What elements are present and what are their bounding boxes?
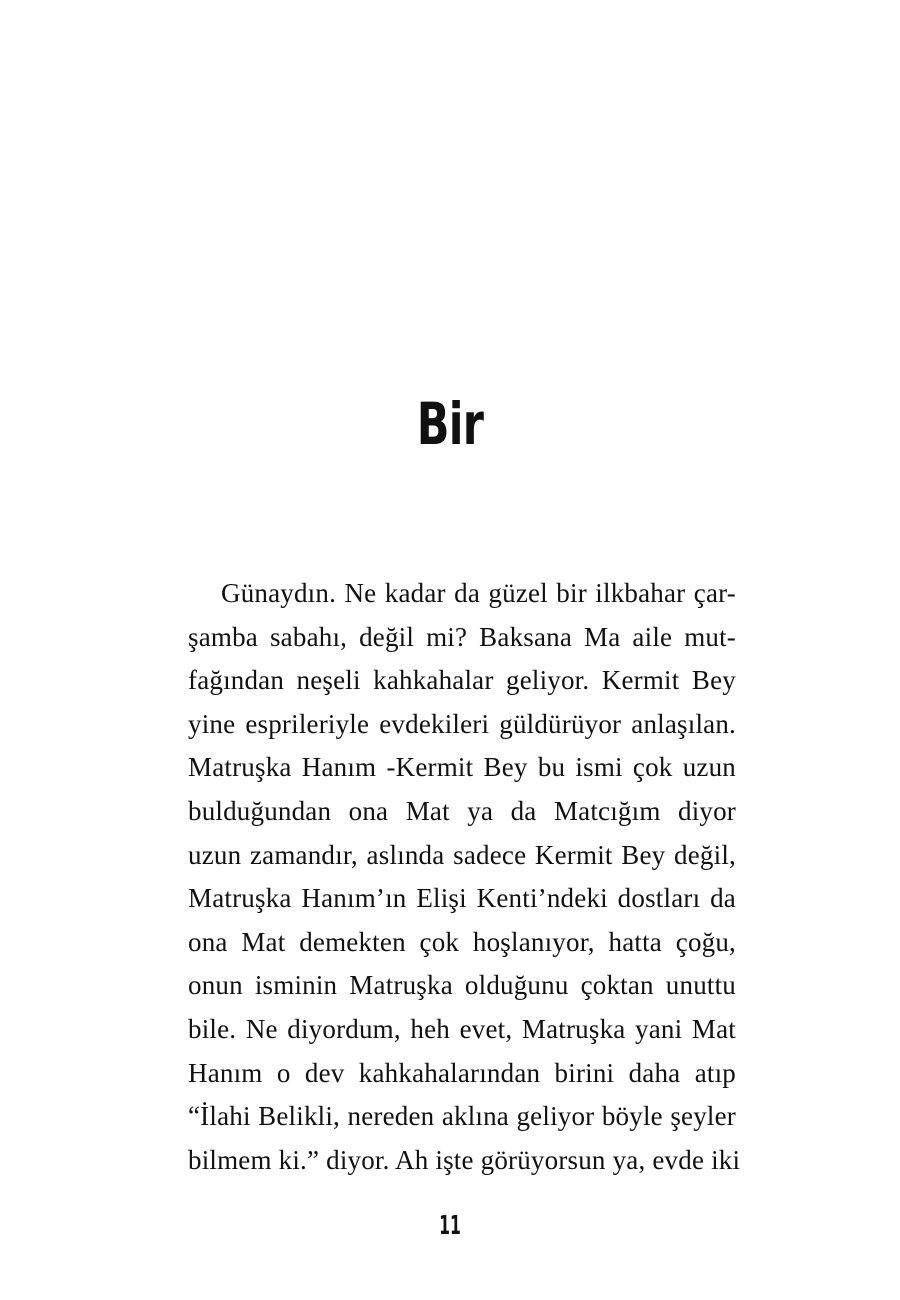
text-line: Matruşka Hanım’ın Elişi Kenti’ndeki dostları da bbox=[188, 883, 736, 914]
text-line: yine esprileriyle evdekileri güldürüyor anlaşılan. bbox=[188, 708, 736, 739]
text-line: bilmem ki.” diyor. Ah işte görüyorsun ya, evde iki bbox=[188, 1144, 741, 1175]
text-line: uzun zamandır, aslında sadece Kermit Bey değil, bbox=[188, 839, 736, 870]
text-line: Matruşka Hanım -Kermit Bey bu ismi çok uzun bbox=[188, 752, 736, 783]
page-number: 11 bbox=[439, 1211, 461, 1241]
body-paragraph bbox=[188, 572, 741, 1182]
text-line: ona Mat demekten çok hoşlanıyor, hatta çoğu, bbox=[188, 926, 736, 957]
text-line: fağından neşeli kahkahalar geliyor. Kermit Bey bbox=[188, 665, 736, 696]
text-line: Günaydın. Ne kadar da güzel bir ilkbahar çar- bbox=[221, 578, 736, 608]
text-line: bile. Ne diyordum, heh evet, Matruşka yani Mat bbox=[188, 1013, 736, 1044]
text-line: “İlahi Belikli, nereden aklına geliyor böyle şeyler bbox=[188, 1101, 736, 1132]
chapter-title: Bir bbox=[416, 390, 484, 458]
text-line: onun isminin Matruşka olduğunu çoktan unuttu bbox=[188, 970, 736, 1001]
text-line: bulduğundan ona Mat ya da Matcığım diyor bbox=[188, 795, 736, 826]
text-line: Hanım o dev kahkahalarından birini daha atıp bbox=[188, 1057, 736, 1088]
text-line: şamba sabahı, değil mi? Baksana Ma aile mut- bbox=[188, 621, 736, 652]
